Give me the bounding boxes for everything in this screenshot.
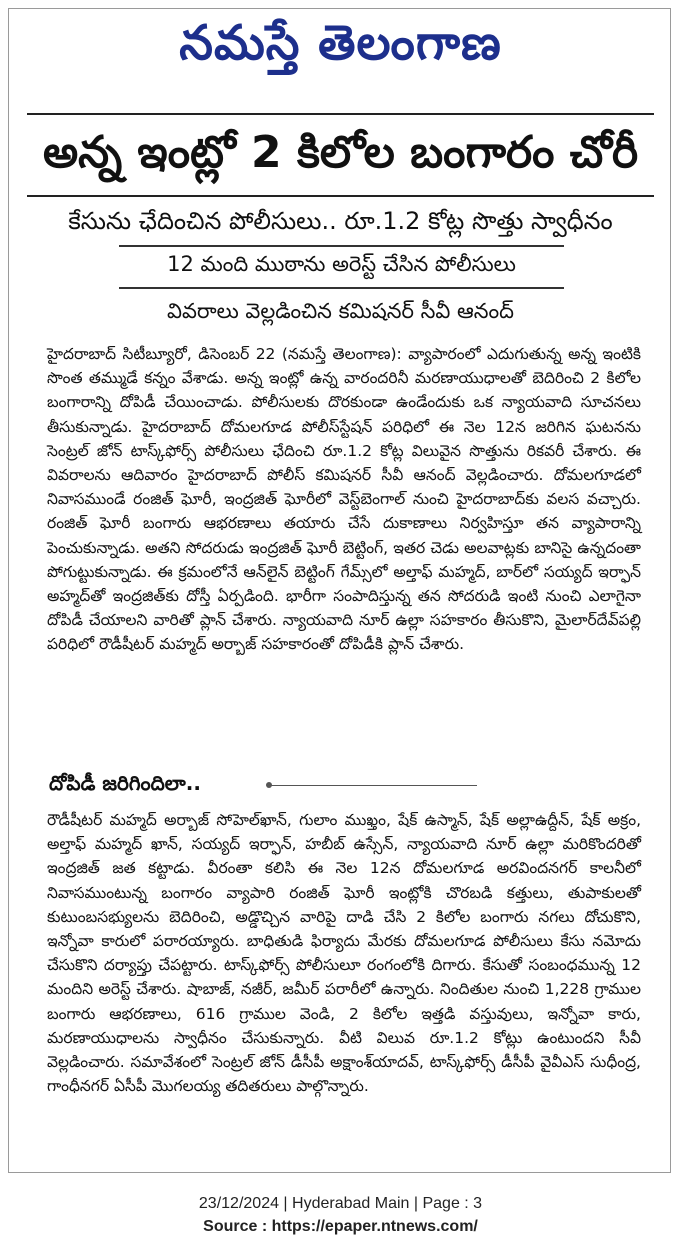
source-link[interactable]: Source : https://epaper.ntnews.com/	[203, 1218, 478, 1235]
masthead-divider	[27, 113, 654, 115]
headline-divider	[27, 195, 654, 197]
crosshead-rule	[271, 785, 477, 786]
article-body-paragraph-1: హైదరాబాద్ సిటీబ్యూరో, డిసెంబర్ 22 (నమస్తే తెలంగాణ): వ్యాపారంలో ఎదుగుతున్న అన్న ఇంటికి సొంత తమ్ముడే కన్నం వేశాడు. అన్న ఇంట్లో ఉన్న వారందరినీ మరణాయుధాలతో బెదిరించి 2 కిలోల బంగారాన్ని దోపిడీ చేయించాడు. పోలీసులకు దొరకుండా ఉండేందుకు ఒక న్యాయవాది సూచనలు తీసుకున్నాడు. హైదరాబాద్ దోమలగూడ పోలీస్‌స్టేషన్ పరిధిలో ఈ నెల 12న జరిగిన ఘటనను సెంట్రల్ జోన్ టాస్క్‌ఫోర్స్ పోలీసులు ఛేదించి రూ.1.2 కోట్ల విలువైన సొత్తును రికవరీ చేశారు. ఈ వివరాలను ఆదివారం హైదరాబాద్ పోలీస్ కమిషనర్ సీవీ ఆనంద్ వెల్లడించారు. దోమలగూడలో నివాసముండే రంజిత్ ఘోరీ, ఇంద్రజిత్ ఘోరీలో వెస్ట్‌బెంగాల్ నుంచి హైదరాబాద్‌కు వలస వచ్చారు. రంజిత్ ఘోరీ బంగారు ఆభరణాలు తయారు చేసే దుకాణాలు నిర్వహిస్తూ తన వ్యాపారాన్ని పెంచుకున్నాడు. అతని సోదరుడు ఇంద్రజిత్ ఘోరీ బెట్టింగ్, ఇతర చెడు అలవాట్లకు బానిసై ఉన్నదంతా పోగుట్టుకున్నాడు. ఈ క్రమంలోనే ఆన్‌లైన్ బెట్టింగ్ గేమ్స్‌లో అల్తాఫ్ మహ్మద్, బార్‌లో సయ్యద్ ఇర్ఫాన్ అహ్మద్‌తో ఇంద్రజిత్‌కు దోస్తీ ఏర్పడింది. భారీగా సంపాదిస్తున్న తన సోదరుడి ఇంటి నుంచి ఎలాగైనా దోపిడీ చేయాలని వారితో ప్లాన్ చేశారు. న్యాయవాది నూర్ ఉల్లా సహకారం తీసుకొని, మైలార్‌దేవ్‌పల్లి పరిధిలో రౌడీషీటర్ మహ్మద్ అర్బాజ్ సహకారంతో దోపిడీకి ప్లాన్ చేశారు.	[47, 345, 641, 654]
article-clipping	[8, 8, 671, 1173]
crosshead: దోపిడీ జరిగిందిలా..	[49, 771, 201, 795]
article-body-paragraph-2: రౌడీషీటర్ మహ్మద్ అర్బాజ్ సోహెల్‌ఖాన్, గులాం ముఖ్తం, షేక్ ఉస్మాన్, షేక్ అల్లాఉద్దీన్, షేక్ అక్రం, అల్తాఫ్ మహ్మద్ ఖాన్, సయ్యద్ ఇర్ఫాన్, హబీబ్ ఉస్సేన్, న్యాయవాది నూర్ ఉల్లా మరికొందరితో ఇంద్రజిత్ జత కట్టాడు. వీరంతా కలిసి ఈ నెల 12న దోమలగూడ అరవిందనగర్ కాలనీలో నివాసముంటున్న బంగారం వ్యాపారి రంజిత్ ఘోరీ ఇంట్లోకి చొరబడి కత్తులు, తుపాకులతో కుటుంబసభ్యులను బెదిరించి, అడ్డొచ్చిన వారిపై దాడి చేసి 2 కిలోల బంగారు నగలు దోచుకొని, ఇన్నోవా కారులో పరారయ్యారు. బాధితుడి ఫిర్యాదు మేరకు దోమలగూడ పోలీసులు కేసు నమోదు చేసుకొని దర్యాప్తు చేపట్టారు. టాస్క్‌ఫోర్స్ పోలీసులూ రంగంలోకి దిగారు. కేసుతో సంబంధమున్న 12 మందిని అరెస్ట్ చేశారు. షాబాజ్, నజీర్, జమీర్ పరారీలో ఉన్నారు. నిందితుల నుంచి 1,228 గ్రాముల బంగారు ఆభరణాలు, 616 గ్రాముల వెండి, 2 కిలోల ఇత్తడి వస్తువులు, ఇన్నోవా కారు, మరణాయుధాలను స్వాధీనం చేసుకున్నారు. వీటి విలువ రూ.1.2 కోట్లు ఉంటుందని సీవీ వెల్లడించారు. సమావేశంలో సెంట్రల్ జోన్ డీసీపీ అక్షాంశ్‌యాదవ్, టాస్క్‌ఫోర్స్ డీసీపీ వైవీఎస్ సుధీంద్ర, గాంధీనగర్ ఏసీపీ మొగలయ్య తదితరులు పాల్గొన్నారు.	[47, 811, 641, 1096]
subheadline-2: 12 మంది ముఠాను అరెస్ట్ చేసిన పోలీసులు	[119, 245, 564, 289]
edition-info: 23/12/2024 | Hyderabad Main | Page : 3	[198, 1195, 483, 1212]
subheadline-3: వివరాలు వెల్లడించిన కమిషనర్ సీవీ ఆనంద్	[167, 299, 514, 323]
subheadline-1: కేసును ఛేదించిన పోలీసులు.. రూ.1.2 కోట్ల సొత్తు స్వాధీనం	[68, 207, 613, 235]
headline: అన్న ఇంట్లో 2 కిలోల బంగారం చోరీ	[42, 127, 639, 178]
newspaper-masthead: నమస్తే తెలంగాణ	[179, 15, 502, 71]
